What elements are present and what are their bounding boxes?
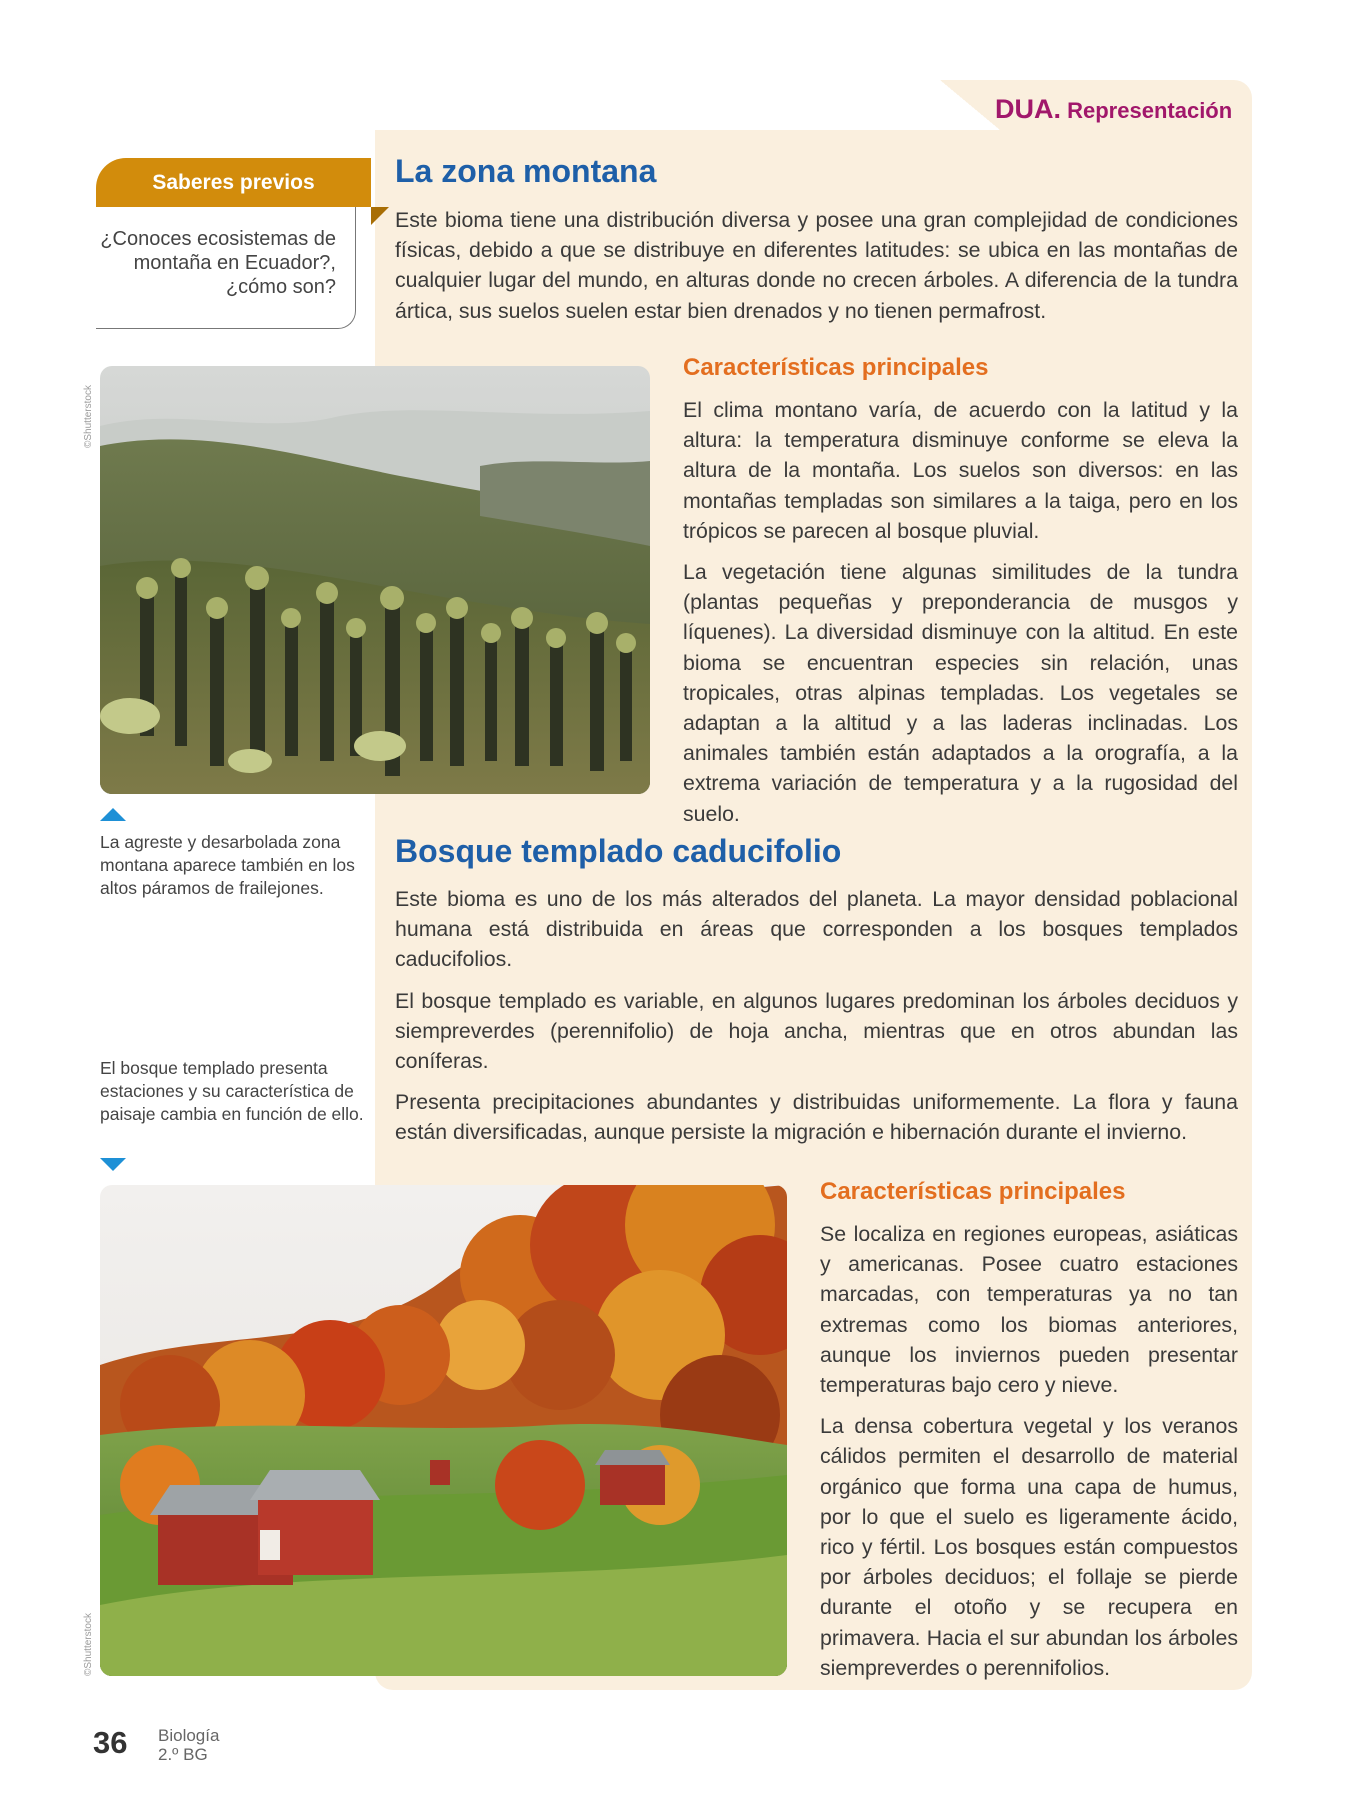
bosque-p1: Este bioma es uno de los más alterados del planeta. La mayor densidad poblacional humana está distribuida en áreas que corresponden a los bosques templados caducifolios.	[395, 887, 1238, 972]
zona-montana-subtitle: Características principales	[683, 354, 989, 381]
caption-arrow-up-icon	[100, 808, 126, 821]
zona-montana-intro	[395, 205, 1238, 337]
footer-grade: 2.º BG	[158, 1745, 208, 1764]
bosque-caption: El bosque templado presenta estaciones y su característica de paisaje cambia en función de ello.	[100, 1058, 364, 1124]
zona-montana-characteristics	[683, 395, 1238, 840]
bosque-characteristics	[820, 1219, 1238, 1694]
zona-montana-p1: El clima montano varía, de acuerdo con la latitud y la altura: la temperatura disminuye conforme se eleva la altura de la montaña. Los suelos son diversos: en las montañas templadas son similares a la taiga, pero en los trópicos se parecen al bosque pluvial.	[683, 398, 1238, 543]
bosque-subtitle: Características principales	[820, 1178, 1126, 1205]
footer-subject	[158, 1726, 219, 1764]
photo-credit: ©Shutterstock	[83, 385, 94, 448]
saberes-previos-tab: Saberes previos	[96, 158, 371, 207]
page-number: 36	[93, 1725, 128, 1760]
paramo-caption: La agreste y desarbolada zona montana aparece también en los altos páramos de frailejones.	[100, 832, 355, 898]
bosque-c1: Se localiza en regiones europeas, asiáticas y americanas. Posee cuatro estaciones marcadas, con temperaturas ya no tan extremas como los biomas anteriores, aunque los inviernos pueden presentar temperaturas bajo cero y nieve.	[820, 1222, 1238, 1398]
dua-text: Representación	[1067, 98, 1233, 123]
zona-montana-intro-text: Este bioma tiene una distribución diversa y posee una gran complejidad de condiciones físicas, debido a que se distribuye en diferentes latitudes: se ubica en las montañas de cualquier lugar del mundo, en alturas donde no crecen árboles. A diferencia de la tundra ártica, sus suelos suelen estar bien drenados y no tienen permafrost.	[395, 208, 1238, 323]
bosque-title: Bosque templado caducifolio	[395, 833, 842, 869]
zona-montana-title: La zona montana	[395, 153, 657, 189]
dua-label	[995, 94, 1232, 125]
caption-arrow-down-icon	[100, 1158, 126, 1171]
footer-subject-name: Biología	[158, 1726, 220, 1745]
panel-mask	[375, 80, 945, 130]
bosque-p2: El bosque templado es variable, en algunos lugares predominan los árboles deciduos y siempreverdes (perennifolio) de hoja ancha, mientras que en otros abundan las coníferas.	[395, 988, 1238, 1074]
saberes-previos-question: ¿Conoces ecosistemas de montaña en Ecuador?, ¿cómo son?	[100, 228, 336, 298]
bosque-c2: La densa cobertura vegetal y los veranos cálidos permiten el desarrollo de material orgánico que forma una capa de humus, por lo que el suelo es ligeramente ácido, rico y fértil. Los bosques están compuestos por árboles deciduos; el follaje se pierde durante el otoño y se recupera en primavera. Hacia el sur abundan los árboles siempreverdes o perennifolios.	[820, 1414, 1238, 1680]
dua-prefix: DUA.	[995, 94, 1061, 124]
bosque-p3: Presenta precipitaciones abundantes y distribuidas uniformemente. La flora y fauna están diversificadas, aunque persiste la migración e hibernación durante el invierno.	[395, 1090, 1238, 1145]
zona-montana-p2: La vegetación tiene algunas similitudes de la tundra (plantas pequeñas y preponderancia de musgos y líquenes). La diversidad disminuye con la altitud. En este bioma se encuentran especies sin relación, unas tropicales, otras alpinas templadas. Los vegetales se adaptan a la altitud y a las laderas inclinadas. Los animales también están adaptados a la orografía, a la extrema variación de temperatura y a la rugosidad del suelo.	[683, 560, 1238, 826]
panel-notch	[940, 80, 1000, 130]
autumn-forest-photo	[100, 1185, 787, 1676]
photo-credit-2: ©Shutterstock	[83, 1613, 94, 1676]
paramo-photo	[100, 366, 650, 794]
bosque-intro	[395, 884, 1238, 1159]
